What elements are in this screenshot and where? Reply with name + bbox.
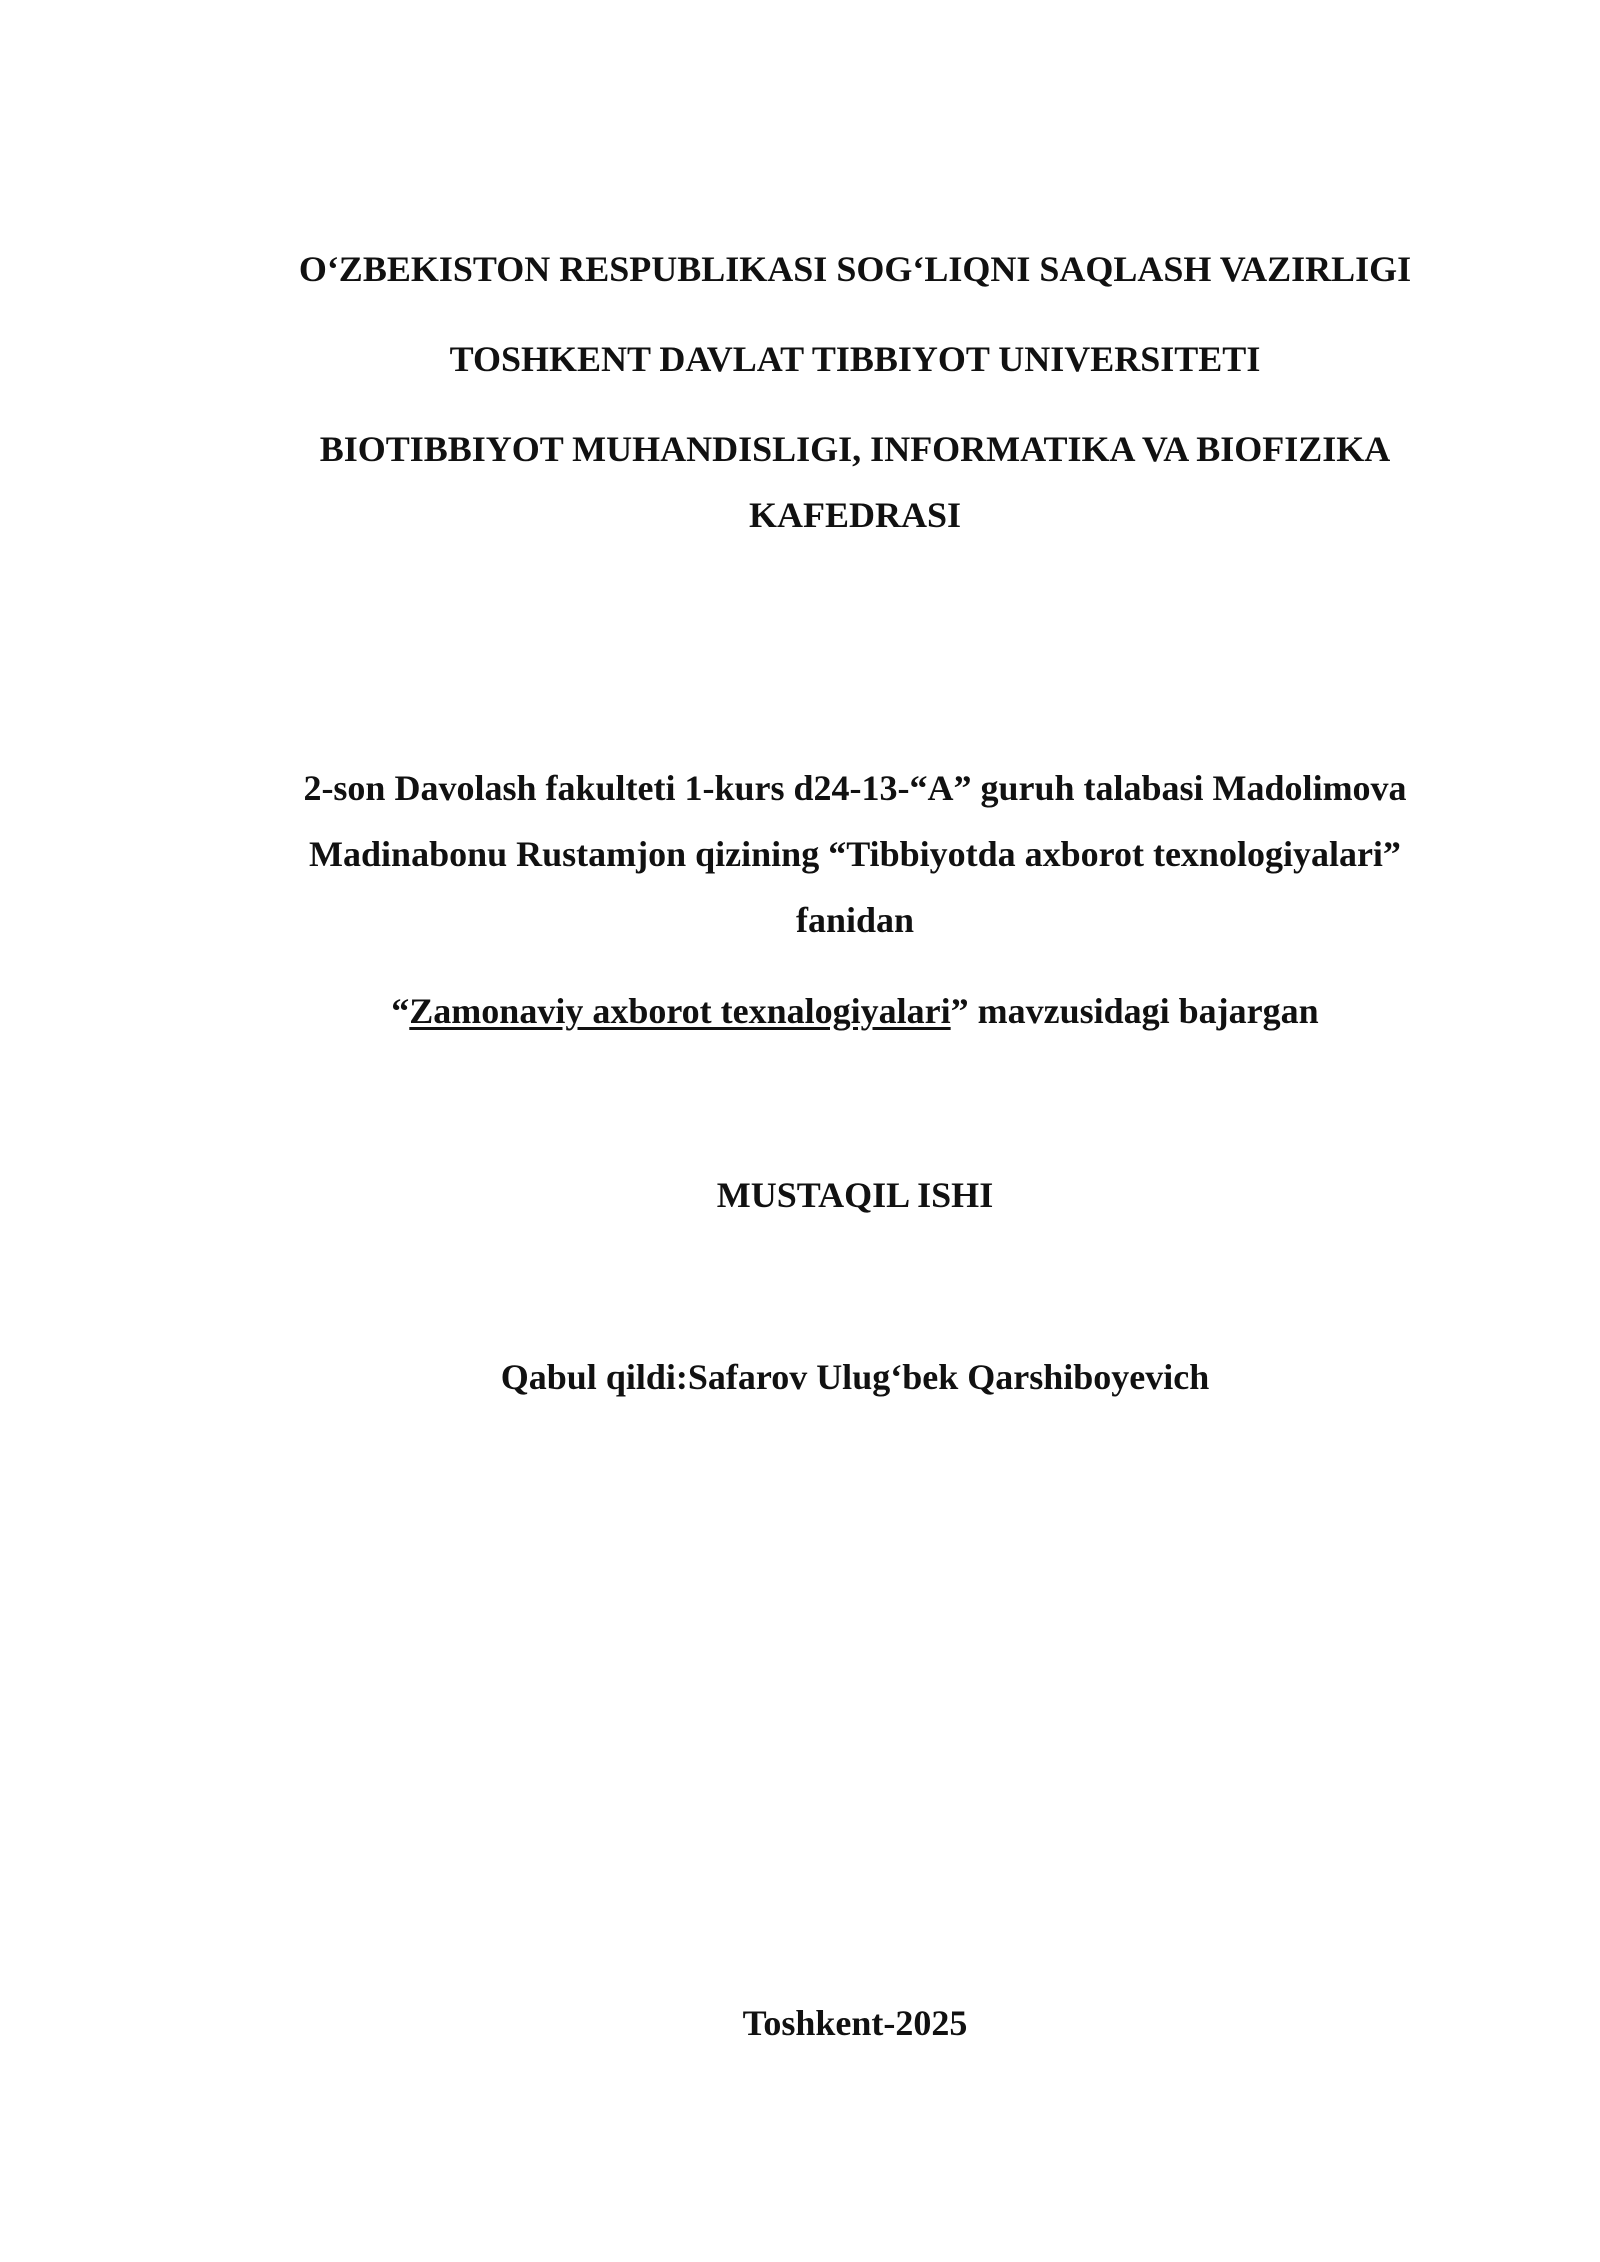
student-info-line-1: 2-son Davolash fakulteti 1-kurs d24-13-“A” guruh talabasi Madolimova [303, 768, 1407, 808]
ministry-heading: O‘ZBEKISTON RESPUBLIKASI SOG‘LIQNI SAQLASH VAZIRLIGI [298, 249, 1412, 289]
topic-open-quote: “ [391, 991, 410, 1031]
student-info-line-2: Madinabonu Rustamjon qizining “Tibbiyotda axborot texnologiyalari” [309, 834, 1401, 874]
student-info-line-3: fanidan [795, 900, 915, 940]
topic-suffix: ” mavzusidagi bajargan [950, 991, 1319, 1031]
reviewer-line: Qabul qildi:Safarov Ulug‘bek Qarshiboyevich [500, 1357, 1210, 1397]
topic-title: Zamonaviy axborot texnalogiyalari [409, 991, 951, 1031]
work-type-title: MUSTAQIL ISHI [716, 1175, 994, 1215]
topic-line [230, 978, 1480, 1044]
university-heading: TOSHKENT DAVLAT TIBBIYOT UNIVERSITETI [449, 339, 1261, 379]
department-heading-line-2: KAFEDRASI [748, 495, 962, 535]
department-heading-line-1: BIOTIBBIYOT MUHANDISLIGI, INFORMATIKA VA BIOFIZIKA [319, 429, 1391, 469]
city-year: Toshkent-2025 [742, 2003, 968, 2043]
